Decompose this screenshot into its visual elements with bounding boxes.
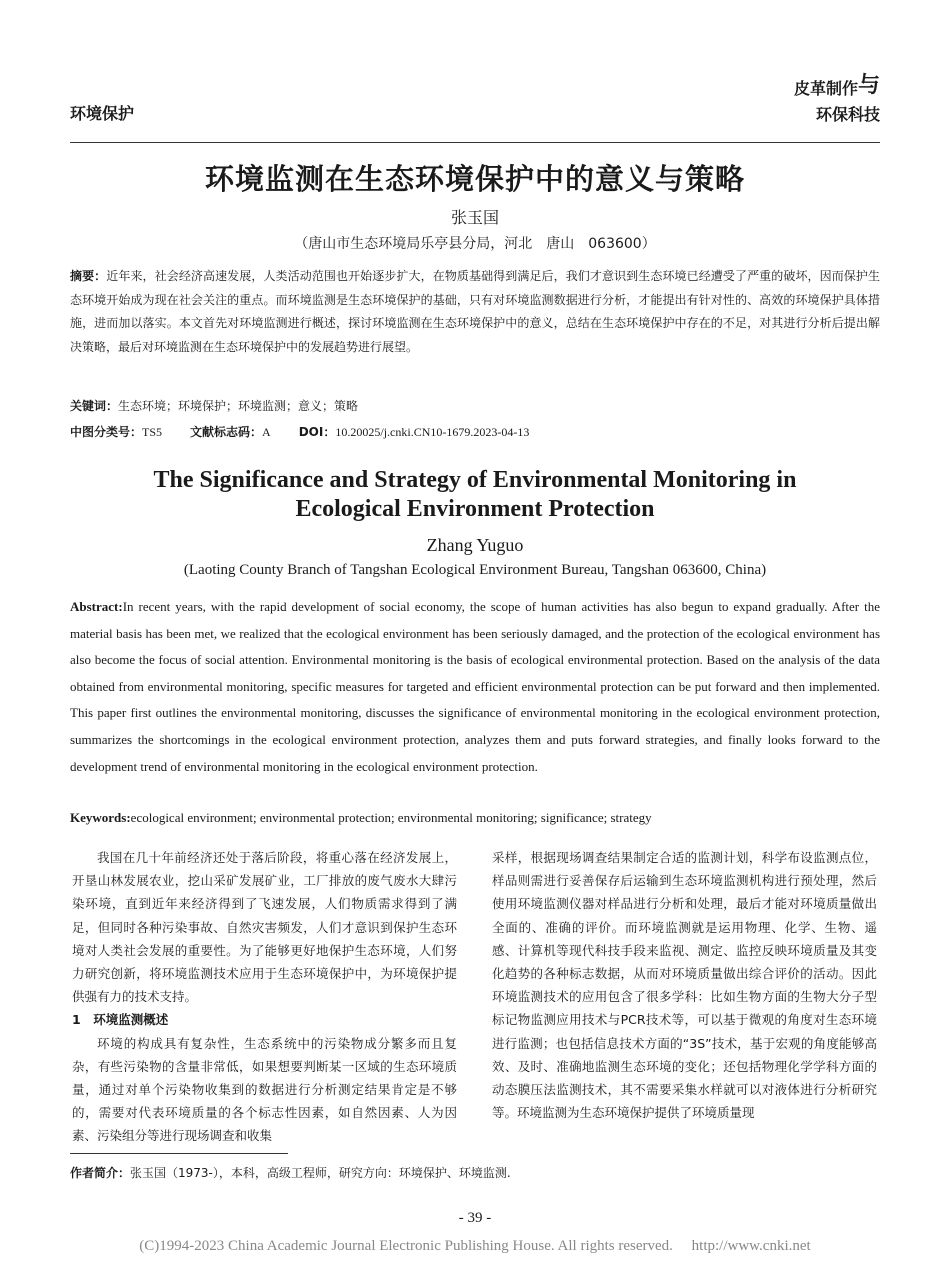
- keywords-chinese-label: 关键词：: [70, 399, 119, 413]
- keywords-english-text: ecological environment; environmental protection; environmental monitoring; significance; strategy: [130, 810, 652, 825]
- keywords-english: [70, 808, 880, 828]
- body-paragraph: 环境的构成具有复杂性，生态系统中的污染物成分繁多而且复杂，有些污染物的含量非常低，如果想要判断某一区域的生态环境质量，通过对单个污染物收集到的数据进行分析测定结果肯定是不够的，需要对代表环境质量的各个标志性因素，如自然因素、人为因素、污染组分等进行现场调查和收集: [72, 1035, 457, 1144]
- keywords-chinese: [70, 396, 880, 416]
- footnote-author-bio: [70, 1163, 511, 1183]
- page-number: - 39 -: [458, 1210, 492, 1226]
- affiliation-chinese: （唐山市生态环境局乐亭县分局，河北 唐山 063600）: [294, 236, 656, 252]
- title-chinese: 环境监测在生态环境保护中的意义与策略: [204, 162, 745, 196]
- body-column-left: [72, 846, 457, 1148]
- body-column-right: [492, 846, 877, 1124]
- affiliation-english: (Laoting County Branch of Tangshan Ecological Environment Bureau, Tangshan 063600, China): [183, 562, 767, 578]
- abstract-english-label: Abstract:: [70, 599, 123, 614]
- journal-name-line1: 皮革制作: [793, 79, 858, 98]
- title-english: [0, 466, 950, 524]
- clc-label: 中图分类号：: [70, 425, 143, 439]
- copyright-notice: (C)1994-2023 China Academic Journal Electronic Publishing House. All rights reserved. http://www.cnki.net: [139, 1238, 811, 1254]
- footnote-label: 作者简介：: [70, 1166, 131, 1180]
- abstract-english-text: In recent years, with the rapid development of social economy, the scope of human activities has also begun to expand gradually. After the material basis has been met, we realized that the ecological environment has been seriously damaged, and the protection of the ecological environment has also become the focus of social attention. Environmental monitoring is the basis of ecological environmental protection. Based on the analysis of the data obtained from environmental monitoring, specific measures for targeted and efficient environmental protection can be put forward and then implemented. This paper first outlines the environmental monitoring, discusses the significance of environmental monitoring in the ecological environment protection, summarizes the shortcomings in the ecological environment protection, analyzes them and puts forward strategies, and finally looks forward to the development trend of environmental monitoring in the ecological environment protection.: [70, 599, 880, 774]
- body-paragraph: 我国在几十年前经济还处于落后阶段，将重心落在经济发展上，开垦山林发展农业，挖山采矿发展矿业，工厂排放的废气废水大肆污染环境，直到近年来经济得到了飞速发展，人们物质需求得到了满足，但同时各种污染事故、自然灾害频发，人们才意识到保护生态环境对人类社会发展的重要性。为了能够更好地保护生态环境，人们努力研究创新，将环境监测技术应用于生态环境保护中，为环境保护提供强有力的技术支持。: [72, 850, 457, 1005]
- doi-label: DOI：: [298, 425, 336, 439]
- doc-code-value: A: [262, 425, 271, 439]
- author-chinese: 张玉国: [450, 208, 499, 227]
- journal-name-line2: 环保科技: [815, 105, 880, 124]
- abstract-english: [70, 594, 880, 780]
- author-english: Zhang Yuguo: [426, 535, 524, 555]
- doc-code-label: 文献标志码：: [190, 425, 263, 439]
- journal-logo-mark: 与: [857, 72, 880, 98]
- footnote-text: 张玉国（1973-），本科，高级工程师，研究方向：环境保护、环境监测.: [130, 1166, 511, 1180]
- abstract-chinese-label: 摘要：: [70, 269, 107, 283]
- abstract-chinese: [70, 265, 880, 360]
- journal-name: [793, 72, 880, 128]
- keywords-chinese-text: 生态环境；环境保护；环境监测；意义；策略: [118, 399, 359, 413]
- section-heading: 1 环境监测概述: [72, 1012, 169, 1028]
- body-paragraph: 采样，根据现场调查结果制定合适的监测计划，科学布设监测点位，样品则需进行妥善保存后运输到生态环境监测机构进行预处理，然后使用环境监测仪器对样品进行分析和处理，最后才能对环境质量做出全面的、准确的评价。而环境监测就是运用物理、化学、生物、遥感、计算机等现代科技手段来监视、测定、监控反映环境质量及其变化趋势的各种标志数据，从而对环境质量做出综合评价的活动。因此环境监测技术的应用包含了很多学科：比如生物方面的生物大分子型标记物监测应用技术与PCR技术等，可以基于微观的角度对生态环境进行监测；也包括信息技术方面的“3S”技术，基于宏观的角度能够高效、及时、准确地监测生态环境的变化；还包括物理化学学科方面的动态膜压法监测技术，其不需要采集水样就可以对液体进行分析研究等。环境监测为生态环境保护提供了环境质量现: [492, 850, 877, 1121]
- title-english-line2: Ecological Environment Protection: [295, 496, 655, 522]
- title-english-line1: The Significance and Strategy of Environmental Monitoring in: [153, 467, 797, 493]
- section-label: 环境保护: [70, 104, 135, 123]
- header-rule: [70, 142, 880, 143]
- classification-line: [70, 422, 880, 442]
- abstract-chinese-text: 近年来，社会经济高速发展，人类活动范围也开始逐步扩大，在物质基础得到满足后，我们才意识到生态环境已经遭受了严重的破坏，因而保护生态环境开始成为现在社会关注的重点。而环境监测是生态环境保护的基础，只有对环境监测数据进行分析，才能提出有针对性的、高效的环境保护具体措施，进而加以落实。本文首先对环境监测进行概述，探讨环境监测在生态环境保护中的意义，总结在生态环境保护中存在的不足，对其进行分析后提出解决策略，最后对环境监测在生态环境保护中的发展趋势进行展望。: [70, 269, 880, 355]
- clc-value: TS5: [142, 425, 163, 439]
- footnote-rule: [70, 1153, 288, 1154]
- keywords-english-label: Keywords:: [70, 810, 131, 825]
- doi-value: 10.20025/j.cnki.CN10-1679.2023-04-13: [335, 425, 530, 439]
